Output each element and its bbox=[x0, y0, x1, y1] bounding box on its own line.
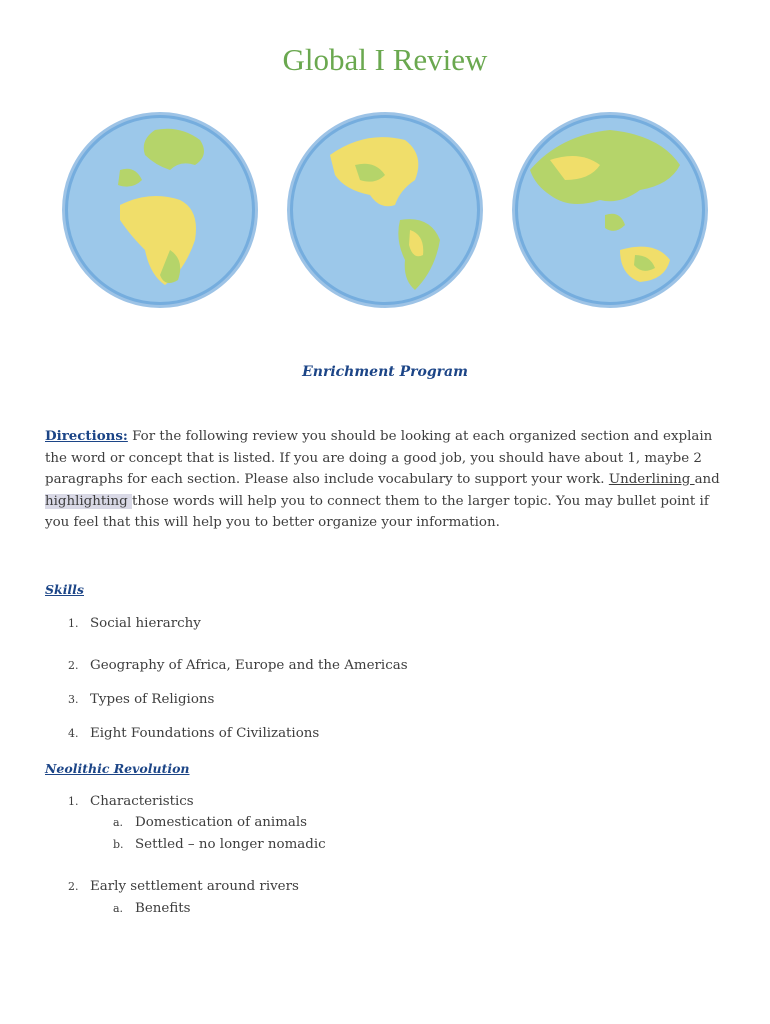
globe-europe-africa-image bbox=[60, 110, 260, 310]
page-title: Global I Review bbox=[282, 42, 488, 77]
sub-list-item: a. Domestication of animals bbox=[113, 815, 308, 830]
directions-paragraph bbox=[45, 426, 725, 534]
directions-text-3: those words will help you to connect them to the larger topic. You may bullet point if you feel that this will help you to better organize your information. bbox=[45, 493, 709, 530]
directions-text-1: For the following review you should be looking at each organized section and explain the word or concept that is listed. If you are doing a good job, you should have about 1, maybe 2 paragraphs for each section. Please also include vocabulary to support your work. bbox=[45, 429, 713, 487]
sub-list-item: b. Settled – no longer nomadic bbox=[113, 837, 326, 852]
directions-label: Directions: bbox=[45, 428, 128, 444]
neolithic-heading: Neolithic Revolution bbox=[45, 761, 190, 776]
directions-text-2: and bbox=[694, 472, 720, 487]
sub-list-item: a. Benefits bbox=[113, 901, 191, 916]
underlined-text: Underlining bbox=[608, 472, 695, 487]
list-item: 1. Characteristics bbox=[68, 794, 194, 809]
section-subtitle: Enrichment Program bbox=[302, 364, 468, 380]
globe-americas-image bbox=[285, 110, 485, 310]
list-item: 3. Types of Religions bbox=[68, 692, 215, 707]
list-item: 1. Social hierarchy bbox=[68, 616, 201, 631]
list-item: 2. Geography of Africa, Europe and the Americas bbox=[68, 658, 408, 673]
globes-illustration bbox=[60, 110, 710, 320]
list-item: 2. Early settlement around rivers bbox=[68, 879, 299, 894]
list-item: 4. Eight Foundations of Civilizations bbox=[68, 726, 320, 741]
skills-heading: Skills bbox=[45, 582, 84, 597]
globe-asia-australia-image bbox=[510, 110, 710, 310]
highlighted-text: highlighting bbox=[45, 493, 132, 509]
